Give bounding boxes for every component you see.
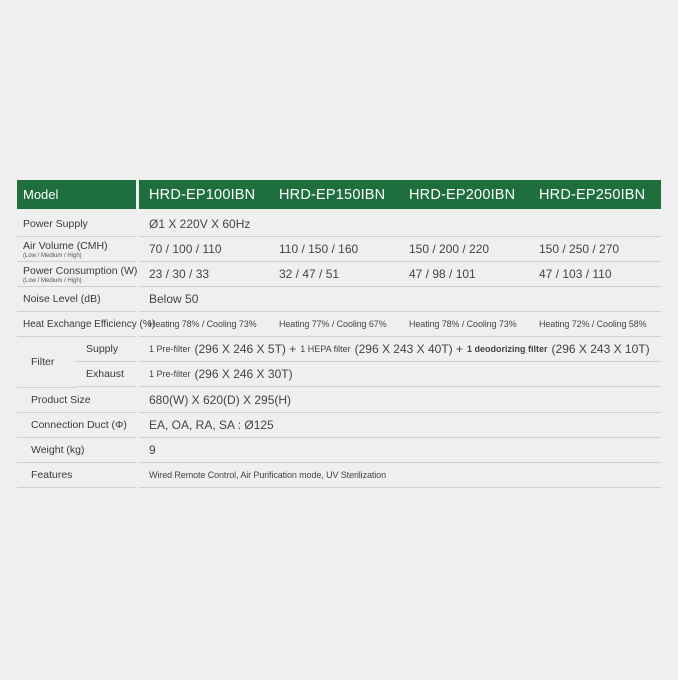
row-value: EA, OA, RA, SA : Ø125 [149, 418, 274, 432]
header-models [139, 180, 661, 209]
cell-value: 23 / 30 / 33 [149, 267, 210, 281]
specification-table [17, 180, 661, 488]
cell-value: 32 / 47 / 51 [279, 267, 340, 281]
row-label: Noise Level (dB) [17, 287, 136, 312]
cell-value: 110 / 150 / 160 [279, 242, 359, 256]
cell-value: Heating 78% / Cooling 73% [409, 319, 517, 329]
cell-value: Heating 77% / Cooling 67% [279, 319, 387, 329]
cell-value: Heating 72% / Cooling 58% [539, 319, 647, 329]
header-model-label: Model [17, 180, 136, 209]
row-label: Power Supply [17, 212, 136, 237]
row-air-volume [17, 237, 661, 262]
row-sublabel: (Low / Medium / High) [23, 277, 82, 284]
model-name: HRD-EP200IBN [409, 186, 516, 203]
row-heat-exchange [17, 312, 661, 337]
filter-supply-label: Supply [75, 337, 136, 362]
row-label: Features [17, 463, 136, 488]
row-value: 9 [149, 443, 156, 457]
row-sublabel: (Low / Medium / High) [23, 252, 82, 259]
row-weight [17, 438, 661, 463]
row-power-supply [17, 212, 661, 237]
filter-label: Filter [17, 337, 75, 388]
row-label: Air Volume (CMH) (Low / Medium / High) [17, 237, 136, 262]
row-product-size [17, 388, 661, 413]
row-value: Ø1 X 220V X 60Hz [149, 217, 251, 231]
row-label: Power Consumption (W) (Low / Medium / High) [17, 262, 136, 287]
row-noise-level [17, 287, 661, 312]
row-label: Weight (kg) [17, 438, 136, 463]
cell-value: 70 / 100 / 110 [149, 242, 222, 256]
table-header [17, 180, 661, 209]
cell-value: Heating 78% / Cooling 73% [149, 319, 257, 329]
row-filter [17, 337, 661, 388]
row-connection-duct [17, 413, 661, 438]
cell-value: 47 / 103 / 110 [539, 267, 612, 281]
cell-value: 47 / 98 / 101 [409, 267, 476, 281]
filter-supply-value: 1 Pre-filter (296 X 246 X 5T) + 1 HEPA filter (296 X 243 X 40T) + 1 deodorizing filter (296 X 243 X 10T) [139, 337, 661, 362]
cell-value: 150 / 200 / 220 [409, 242, 490, 256]
row-value: Wired Remote Control, Air Purification mode, UV Sterilization [149, 470, 386, 480]
model-name: HRD-EP150IBN [279, 186, 386, 203]
row-value: Below 50 [149, 292, 199, 306]
model-name: HRD-EP250IBN [539, 186, 646, 203]
row-label: Connection Duct (Φ) [17, 413, 136, 438]
cell-value: 150 / 250 / 270 [539, 242, 620, 256]
model-name: HRD-EP100IBN [149, 186, 256, 203]
filter-exhaust-value: 1 Pre-filter (296 X 246 X 30T) [139, 362, 661, 387]
row-label: Heat Exchange Efficiency (%) [17, 312, 136, 337]
row-power-consumption [17, 262, 661, 287]
row-value: 680(W) X 620(D) X 295(H) [149, 393, 292, 407]
filter-exhaust-label: Exhaust [75, 362, 136, 387]
row-label: Product Size [17, 388, 136, 413]
row-features [17, 463, 661, 488]
